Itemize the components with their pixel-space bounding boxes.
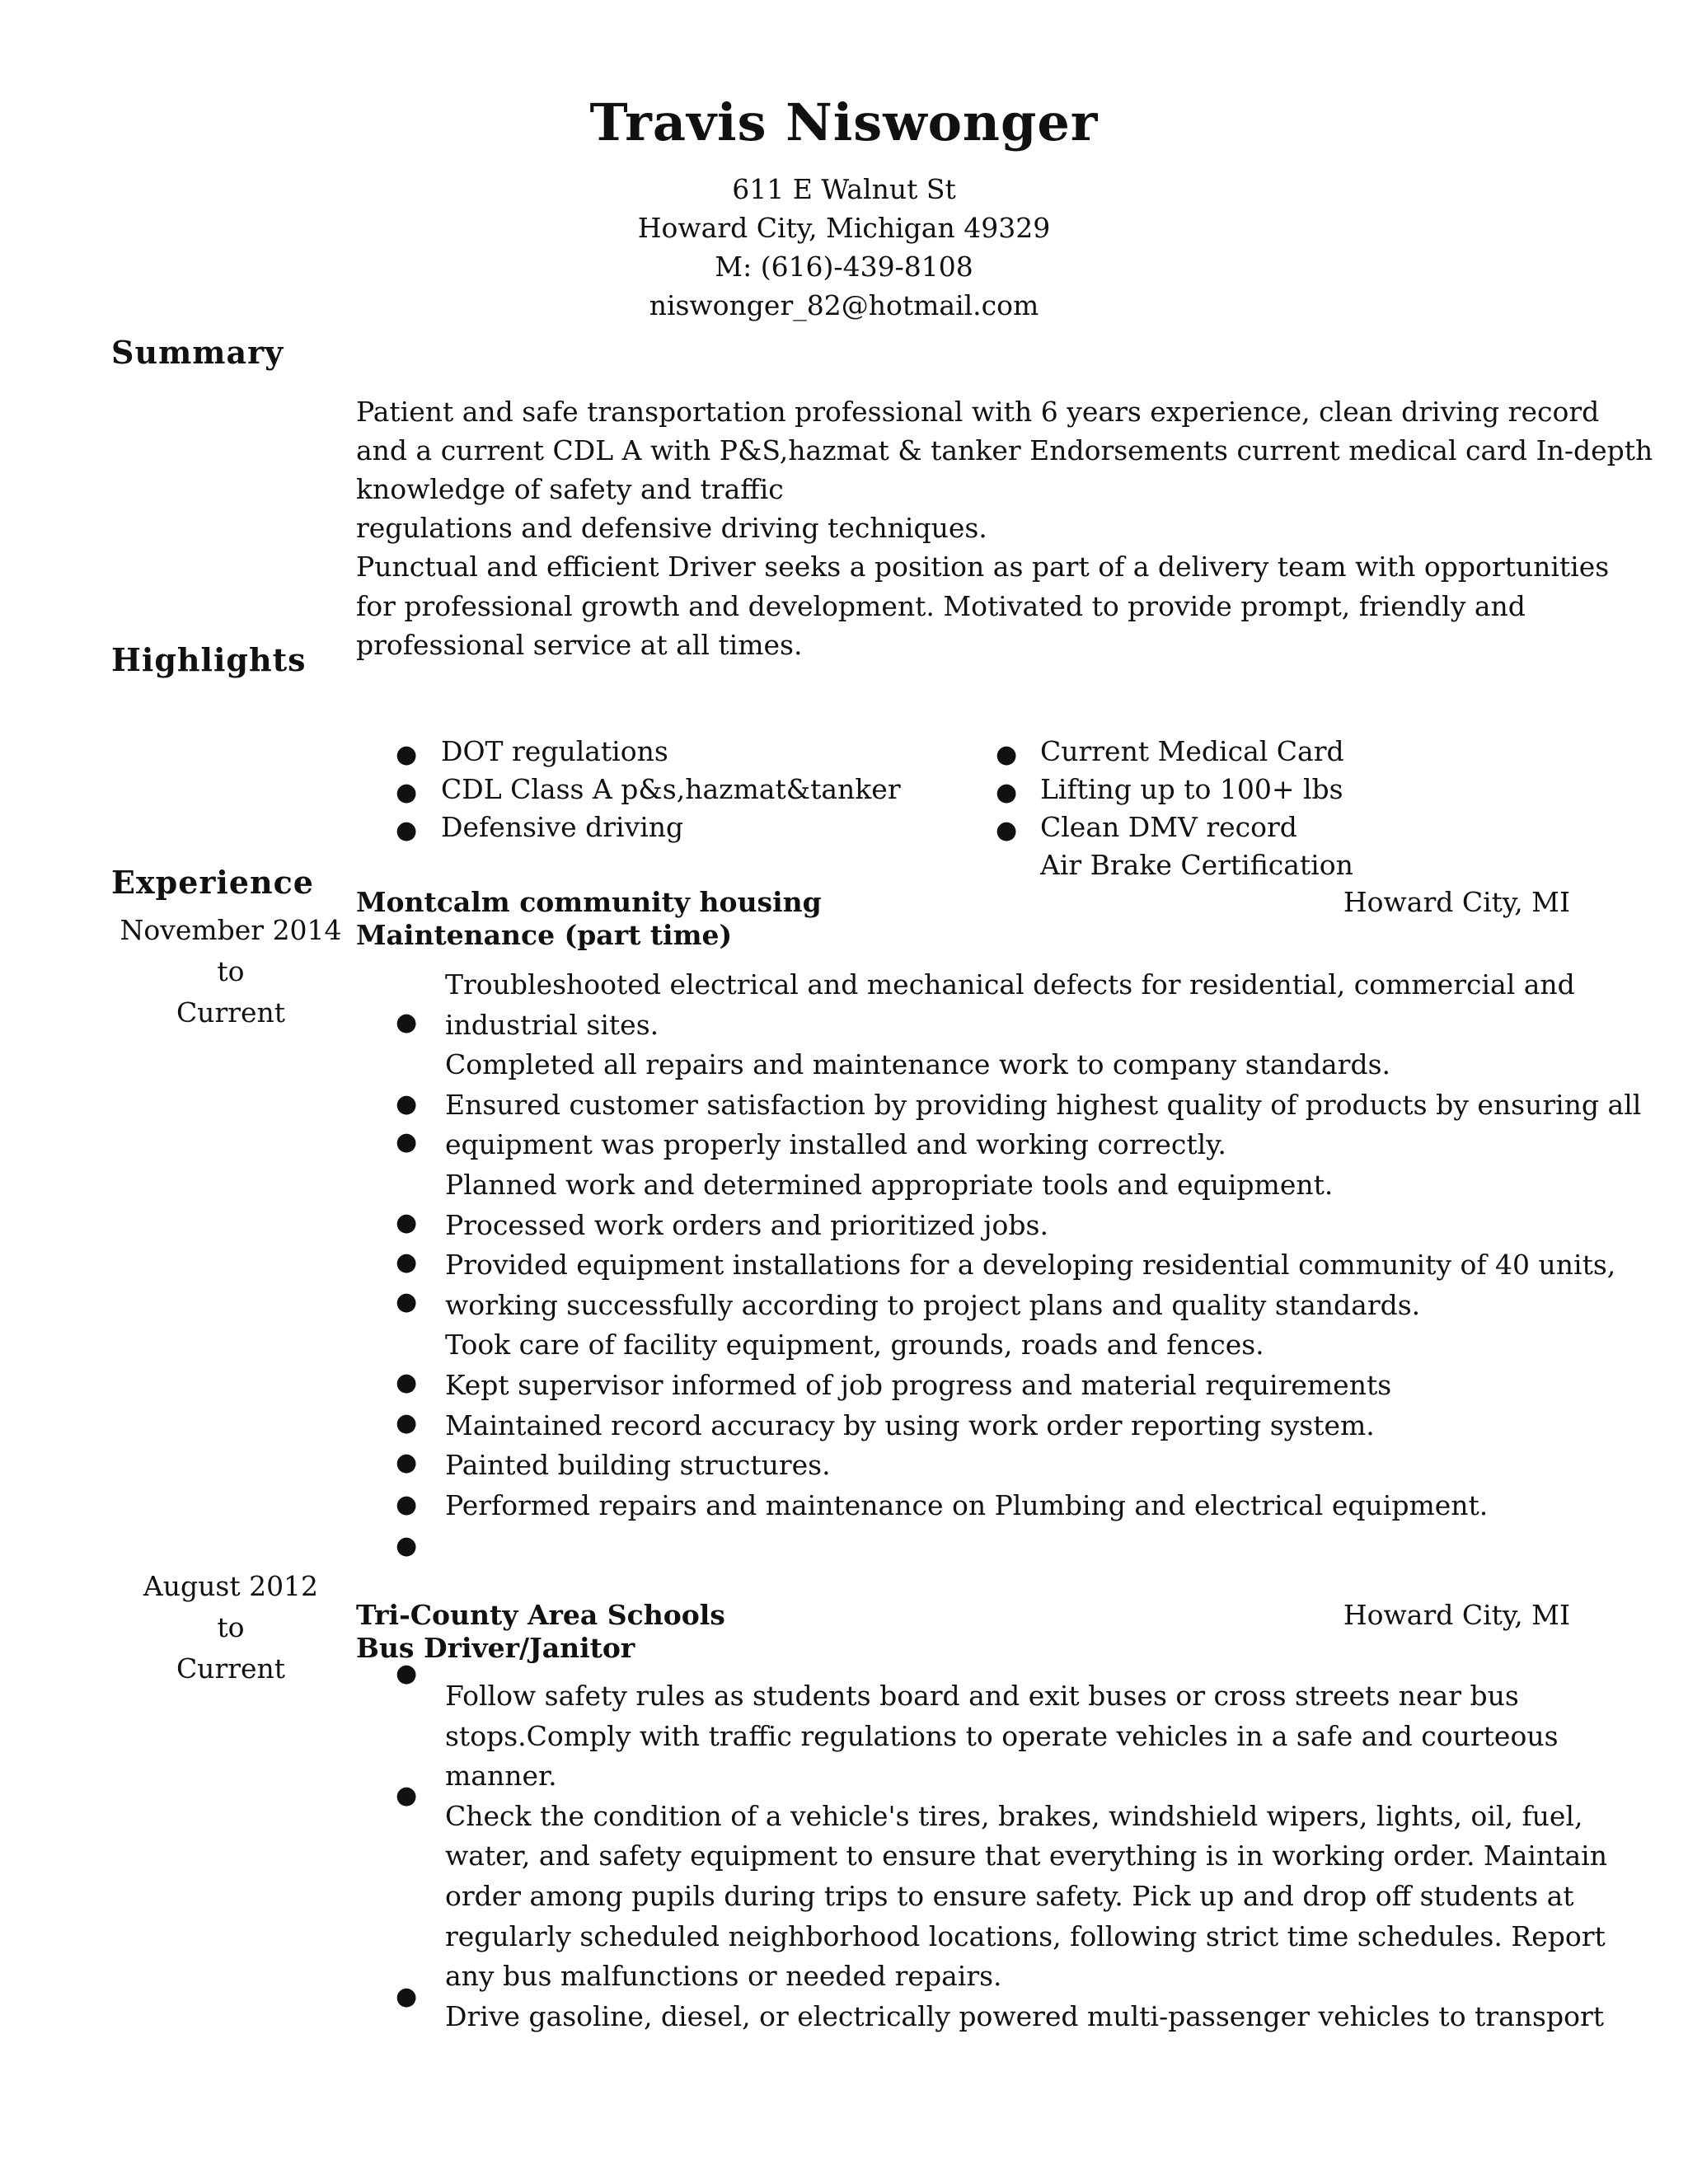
highlight-item: Defensive driving [441,811,684,843]
email-line: niswonger_82@hotmail.com [649,289,1039,321]
candidate-name: Travis Niswonger [589,92,1099,152]
job-task-line: Check the condition of a vehicle's tires, brakes, windshield wipers, lights, oil, fuel, [445,1800,1583,1832]
highlights-heading: Highlights [111,641,307,678]
bullet-icon: ● [396,1127,418,1156]
bullet-icon: ● [396,1781,418,1810]
bullet-icon: ● [396,778,418,807]
city-line: Howard City, Michigan 49329 [637,212,1051,244]
bullet-icon: ● [396,740,418,769]
bullet-icon: ● [396,1368,418,1397]
job-task-line: Completed all repairs and maintenance work to company standards. [445,1048,1391,1080]
bullet-icon: ● [396,1448,418,1477]
job-location: Howard City, MI [1343,886,1570,918]
summary-line: for professional growth and development. Motivated to provide prompt, friendly and [356,590,1526,622]
job-task-line: Troubleshooted electrical and mechanical defects for residential, commercial and [445,968,1575,1001]
highlight-item: Clean DMV record [1040,811,1297,843]
job-task-line: any bus malfunctions or needed repairs. [445,1960,1002,1992]
summary-line: knowledge of safety and traffic [356,473,784,505]
highlight-item: Current Medical Card [1040,735,1344,767]
job-date-to-word: to [217,955,245,987]
job-date-to: Current [176,1652,286,1685]
job-task-line: Processed work orders and prioritized jobs. [445,1209,1048,1241]
job-location: Howard City, MI [1343,1599,1570,1631]
job-role: Maintenance (part time) [356,919,733,951]
summary-line: Punctual and efficient Driver seeks a position as part of a delivery team with opportunities [356,551,1610,583]
address-line: 611 E Walnut St [732,173,956,205]
job-task-line: Painted building structures. [445,1449,831,1481]
job-task-line: manner. [445,1760,557,1792]
bullet-icon: ● [396,1287,418,1316]
summary-heading: Summary [111,334,284,371]
summary-line: regulations and defensive driving techniques. [356,512,987,544]
job-task-line: order among pupils during trips to ensure safety. Pick up and drop off students at [445,1880,1574,1912]
bullet-icon: ● [396,1659,418,1688]
job-task-line: regularly scheduled neighborhood locations, following strict time schedules. Report [445,1920,1606,1952]
job-date-from: August 2012 [143,1570,319,1602]
job-date-to: Current [176,996,286,1029]
bullet-icon: ● [996,816,1018,845]
job-task-line: Kept supervisor informed of job progress and material requirements [445,1369,1392,1401]
bullet-icon: ● [396,816,418,845]
bullet-icon: ● [396,1408,418,1437]
job-task-line: Planned work and determined appropriate tools and equipment. [445,1169,1334,1201]
job-employer: Tri-County Area Schools [356,1599,725,1631]
bullet-icon: ● [396,1982,418,2011]
bullet-icon: ● [396,1490,418,1519]
job-role: Bus Driver/Janitor [356,1632,635,1664]
experience-heading: Experience [111,864,314,901]
bullet-icon: ● [396,1531,418,1560]
job-task-line: stops.Comply with traffic regulations to operate vehicles in a safe and courteous [445,1720,1559,1752]
highlight-item: DOT regulations [441,735,668,767]
job-task-line: water, and safety equipment to ensure that everything is in working order. Maintain [445,1840,1607,1872]
job-date-from: November 2014 [120,914,342,946]
job-task-line: Took care of facility equipment, grounds, roads and fences. [445,1329,1264,1361]
summary-line: Patient and safe transportation professional with 6 years experience, clean driving record [356,396,1600,428]
job-task-line: Provided equipment installations for a developing residential community of 40 units, [445,1249,1616,1281]
job-task-line: Follow safety rules as students board and exit buses or cross streets near bus [445,1680,1519,1712]
job-task-line: Performed repairs and maintenance on Plumbing and electrical equipment. [445,1489,1489,1521]
highlight-item: CDL Class A p&s,hazmat&tanker [441,773,901,805]
job-task-line: Drive gasoline, diesel, or electrically powered multi-passenger vehicles to transport [445,2000,1604,2032]
job-task-line: Ensured customer satisfaction by providing highest quality of products by ensuring all [445,1089,1642,1121]
job-date-to-word: to [217,1611,245,1643]
highlight-item: Air Brake Certification [1040,849,1353,881]
job-task-line: working successfully according to project plans and quality standards. [445,1289,1421,1321]
job-task-line: industrial sites. [445,1009,659,1041]
job-task-line: Maintained record accuracy by using work order reporting system. [445,1409,1375,1441]
job-employer: Montcalm community housing [356,886,822,918]
highlight-item: Lifting up to 100+ lbs [1040,773,1343,805]
phone-line: M: (616)-439-8108 [715,251,973,283]
bullet-icon: ● [396,1090,418,1118]
bullet-icon: ● [996,778,1018,807]
summary-line: professional service at all times. [356,629,803,661]
bullet-icon: ● [396,1248,418,1277]
bullet-icon: ● [396,1208,418,1237]
job-task-line: equipment was properly installed and working correctly. [445,1128,1226,1160]
bullet-icon: ● [996,740,1018,769]
summary-line: and a current CDL A with P&S,hazmat & tanker Endorsements current medical card In-depth [356,434,1653,466]
bullet-icon: ● [396,1008,418,1037]
